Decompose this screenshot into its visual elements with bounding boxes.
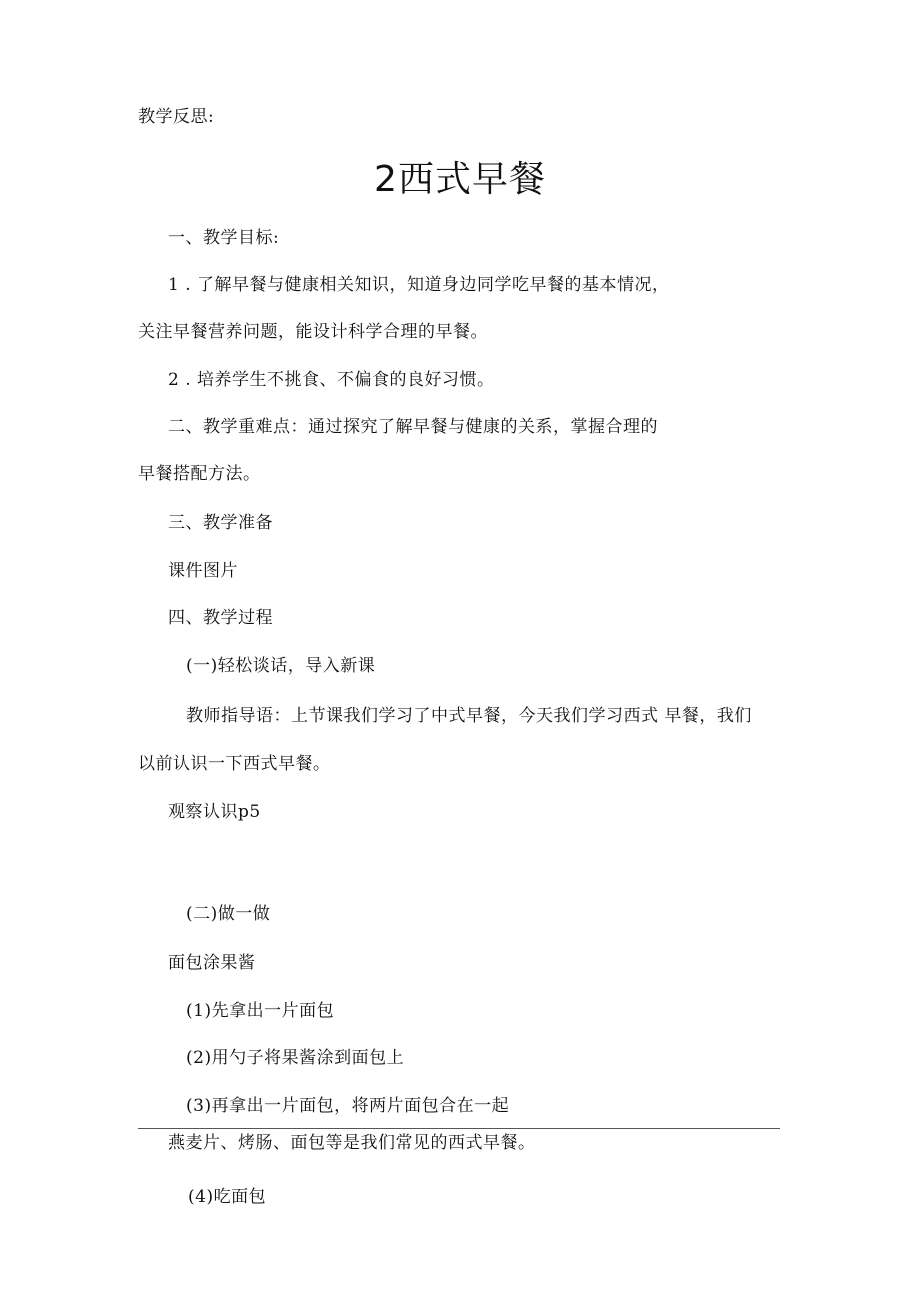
preparation-heading: 三、教学准备: [168, 513, 273, 533]
key-points-line-2: 早餐搭配方法。: [138, 464, 261, 484]
activity-step-1: (1)先拿出一片面包: [186, 1001, 335, 1021]
footnote: 燕麦片、烤肠、面包等是我们常见的西式早餐。: [168, 1133, 536, 1153]
page-title: 2西式早餐: [374, 159, 546, 200]
activity-step-4: (4)吃面包: [188, 1187, 267, 1207]
activity-title: 面包涂果酱: [168, 953, 256, 973]
activity-step-3: (3)再拿出一片面包，将两片面包合在一起: [186, 1096, 510, 1116]
preparation-item: 课件图片: [168, 561, 238, 581]
activity-step-2: (2)用勺子将果酱涂到面包上: [186, 1048, 405, 1068]
step-2-heading: (二)做一做: [186, 904, 271, 924]
process-heading: 四、教学过程: [168, 608, 273, 628]
teacher-line-1: 教师指导语：上节课我们学习了中式早餐，今天我们学习西式 早餐，我们: [186, 706, 752, 726]
goals-heading: 一、教学目标:: [168, 228, 280, 248]
goal-2: 2 . 培养学生不挑食、不偏食的良好习惯。: [168, 370, 495, 390]
key-points-line-1: 二、教学重难点：通过探究了解早餐与健康的关系，掌握合理的: [168, 417, 658, 437]
teacher-line-2: 以前认识一下西式早餐。: [138, 754, 331, 774]
observe-line: 观察认识p5: [168, 802, 261, 822]
goal-1-line-1: 1 . 了解早餐与健康相关知识，知道身边同学吃早餐的基本情况，: [168, 275, 670, 295]
goal-1-line-2: 关注早餐营养问题，能设计科学合理的早餐。: [138, 322, 488, 342]
reflection-label: 教学反思:: [138, 107, 215, 127]
footnote-divider: [138, 1128, 780, 1129]
step-1-heading: (一)轻松谈话，导入新课: [186, 656, 376, 676]
